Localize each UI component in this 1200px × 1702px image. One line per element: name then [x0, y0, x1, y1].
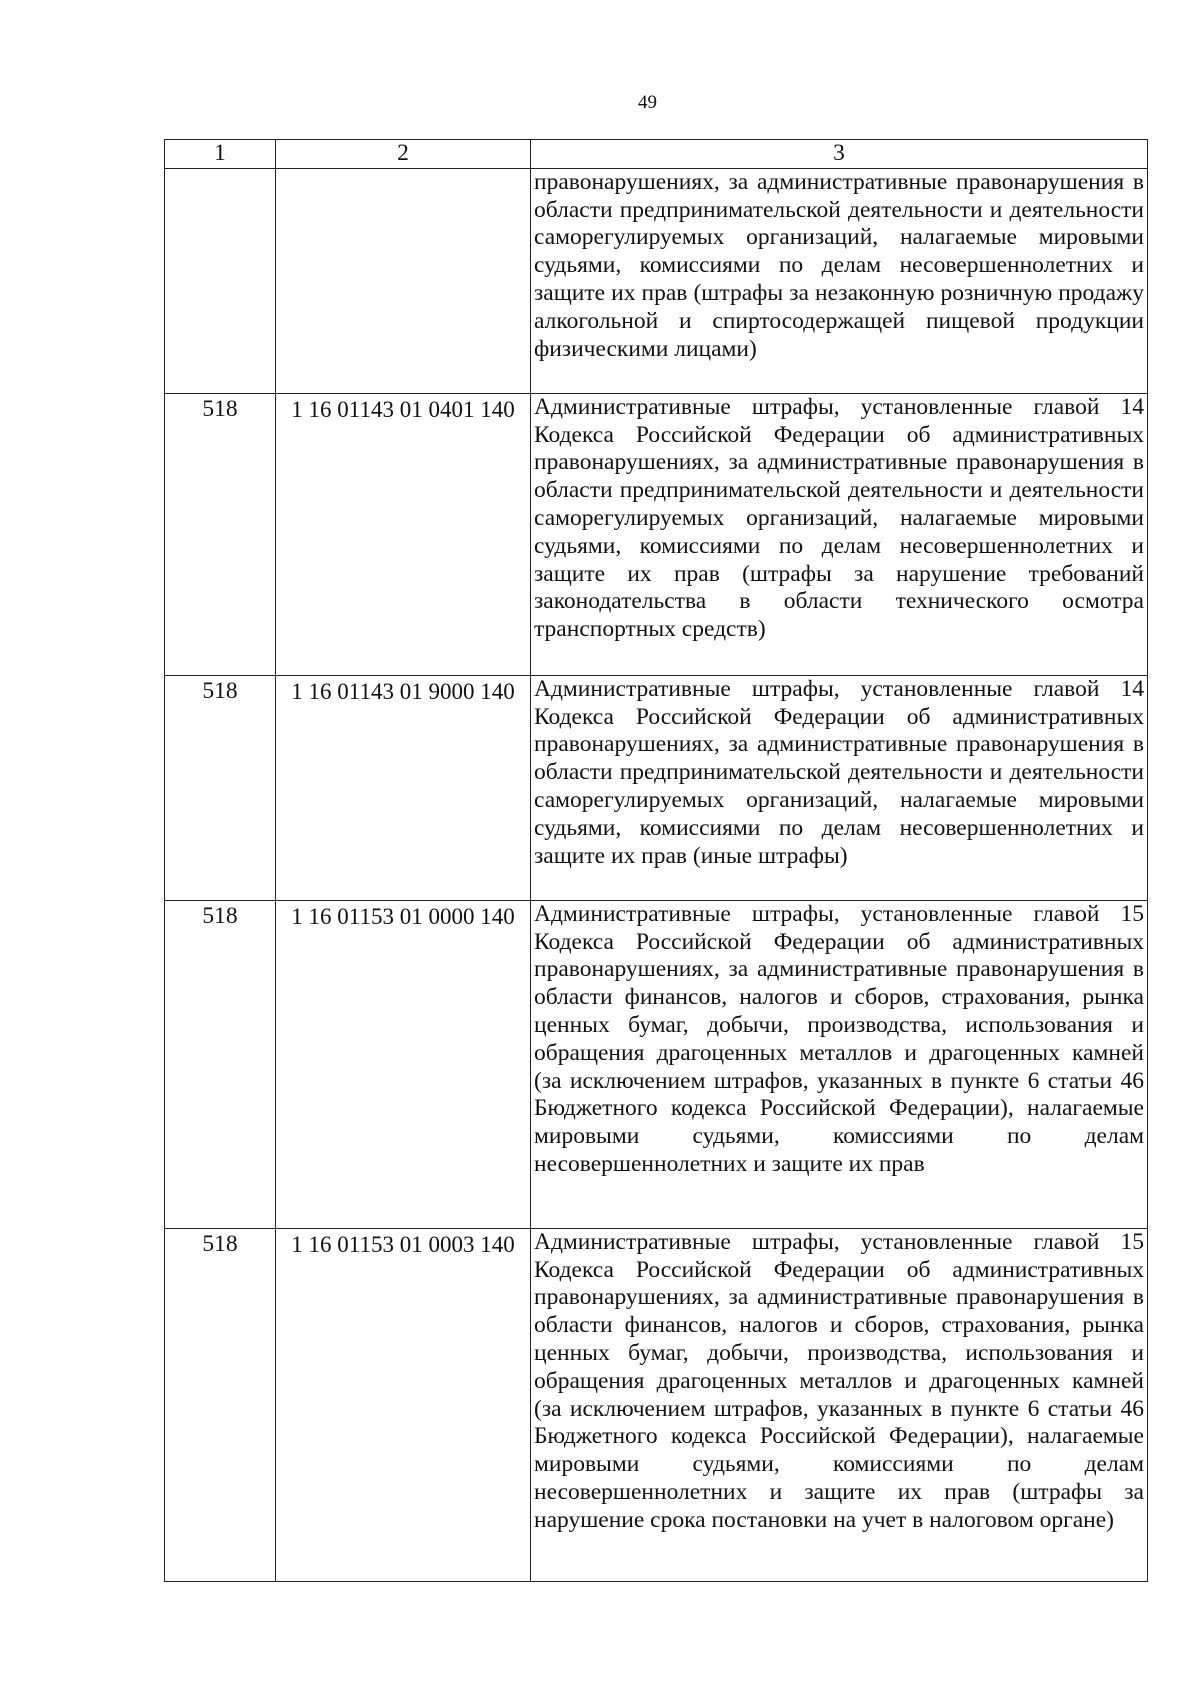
table-row	[165, 393, 1148, 675]
admin-code-cell: 518	[165, 675, 276, 900]
budget-classification-table	[164, 139, 1148, 1582]
table-row	[165, 900, 1148, 1228]
column-header: 1	[165, 140, 276, 169]
income-name-cell: Административные штрафы, установленные главой 15 Кодекса Российской Федерации об административных правонарушениях, за административные правонарушения в области финансов, налогов и сборов, страхования, рынка ценных бумаг, добычи, производства, использования и обращения драгоценных металлов и драгоценных камней (за исключением штрафов, указанных в пункте 6 статьи 46 Бюджетного кодекса Российской Федерации), налагаемые мировыми судьями, комиссиями по делам несовершеннолетних и защите их прав	[531, 900, 1148, 1228]
column-header: 3	[531, 140, 1148, 169]
income-code-cell: 1 16 01153 01 0003 140	[276, 1228, 531, 1581]
admin-code-cell: 518	[165, 1228, 276, 1581]
income-code-cell	[276, 168, 531, 393]
table-row	[165, 1228, 1148, 1581]
income-name-cell: Административные штрафы, установленные главой 15 Кодекса Российской Федерации об административных правонарушениях, за административные правонарушения в области финансов, налогов и сборов, страхования, рынка ценных бумаг, добычи, производства, использования и обращения драгоценных металлов и драгоценных камней (за исключением штрафов, указанных в пункте 6 статьи 46 Бюджетного кодекса Российской Федерации), налагаемые мировыми судьями, комиссиями по делам несовершеннолетних и защите их прав (штрафы за нарушение срока постановки на учет в налоговом органе)	[531, 1228, 1148, 1581]
income-code-cell: 1 16 01143 01 0401 140	[276, 393, 531, 675]
table-row	[165, 168, 1148, 393]
income-name-cell: Административные штрафы, установленные главой 14 Кодекса Российской Федерации об административных правонарушениях, за административные правонарушения в области предпринимательской деятельности и деятельности саморегулируемых организаций, налагаемые мировыми судьями, комиссиями по делам несовершеннолетних и защите их прав (штрафы за нарушение требований законодательства в области технического осмотра транспортных средств)	[531, 393, 1148, 675]
table-row	[165, 675, 1148, 900]
column-header: 2	[276, 140, 531, 169]
income-name-cell: Административные штрафы, установленные главой 14 Кодекса Российской Федерации об административных правонарушениях, за административные правонарушения в области предпринимательской деятельности и деятельности саморегулируемых организаций, налагаемые мировыми судьями, комиссиями по делам несовершеннолетних и защите их прав (иные штрафы)	[531, 675, 1148, 900]
page-number: 49	[638, 92, 657, 113]
admin-code-cell: 518	[165, 393, 276, 675]
table-header-row	[165, 140, 1148, 169]
admin-code-cell	[165, 168, 276, 393]
income-name-cell: правонарушениях, за административные правонарушения в области предпринимательской деятельности и деятельности саморегулируемых организаций, налагаемые мировыми судьями, комиссиями по делам несовершеннолетних и защите их прав (штрафы за незаконную розничную продажу алкогольной и спиртосодержащей пищевой продукции физическими лицами)	[531, 168, 1148, 393]
income-code-cell: 1 16 01143 01 9000 140	[276, 675, 531, 900]
income-code-cell: 1 16 01153 01 0000 140	[276, 900, 531, 1228]
admin-code-cell: 518	[165, 900, 276, 1228]
